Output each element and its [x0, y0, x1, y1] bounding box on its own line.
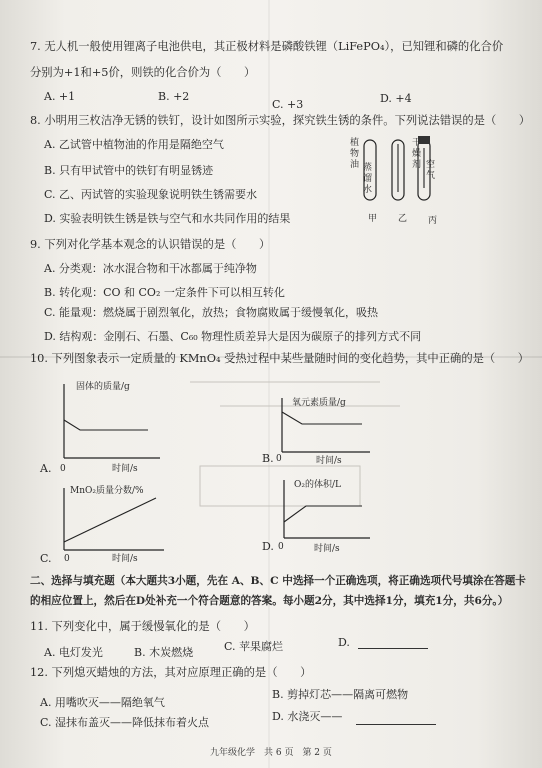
graph-b-origin: 0	[276, 454, 282, 464]
q9-option-a: A. 分类观：冰水混合物和干冰都属于纯净物	[44, 262, 257, 275]
q8-stem: 8. 小明用三枚洁净无锈的铁钉，设计如图所示实验，探究铁生锈的条件。下列说法错误的是（ ）	[30, 114, 531, 127]
q12-option-a: A. 用嘴吹灭——隔绝氧气	[40, 696, 165, 709]
q8-option-c: C. 乙、丙试管的实验现象说明铁生锈需要水	[44, 188, 258, 201]
graph-b-letter: B.	[262, 452, 274, 465]
graph-b-ylabel: 氧元素质量/g	[292, 398, 346, 408]
graph-a-ylabel: 固体的质量/g	[76, 382, 130, 392]
q9-option-c: C. 能量观：燃烧属于剧烈氧化，放热；食物腐败属于缓慢氧化，吸热	[44, 306, 379, 319]
q12-option-c: C. 湿抹布盖灭——降低抹布着火点	[40, 716, 210, 729]
section2-heading-line1: 二、选择与填充题（本大题共3小题，先在 A、B、C 中选择一个正确选项，将正确选项代号填涂在答题卡	[30, 575, 526, 587]
graph-a-curve	[64, 420, 148, 430]
q7-option-c: C. +3	[272, 98, 304, 111]
q8-option-d: D. 实验表明铁生锈是铁与空气和水共同作用的结果	[44, 212, 291, 225]
q9-stem: 9. 下列对化学基本观念的认识错误的是（ ）	[30, 238, 271, 251]
q11-answer-blank[interactable]	[358, 638, 428, 649]
graph-c-letter: C.	[40, 552, 52, 565]
graph-c-curve	[64, 498, 156, 542]
q8-option-a: A. 乙试管中植物油的作用是隔绝空气	[44, 138, 224, 151]
graph-d-curve	[284, 506, 362, 522]
graph-a-xlabel: 时间/s	[112, 464, 138, 474]
q12-answer-blank[interactable]	[356, 714, 436, 725]
graph-d-xlabel: 时间/s	[314, 544, 340, 554]
q9-option-d: D. 结构观：金刚石、石墨、C₆₀ 物理性质差异大是因为碳原子的排列方式不同	[44, 330, 422, 343]
q7-option-b: B. +2	[158, 90, 190, 103]
label-distilled-water: 蒸馏水	[363, 163, 373, 195]
label-oil: 植物油	[350, 138, 360, 170]
q11-option-a: A. 电灯发光	[44, 646, 103, 659]
q11-option-b: B. 木炭燃烧	[134, 646, 194, 659]
section2-heading-line2: 的相应位置上，然后在D处补充一个符合题意的答案。每小题2分，其中选择1分，填充1分，共6分。）	[30, 595, 509, 607]
page-footer: 九年级化学 共 6 页 第 2 页	[210, 748, 332, 758]
q11-option-d: D.	[338, 636, 350, 649]
q9-option-b: B. 转化观：CO 和 CO₂ 一定条件下可以相互转化	[44, 286, 285, 299]
graph-b-curve	[282, 412, 362, 424]
label-air: 空气	[426, 160, 436, 181]
label-tube-a: 甲	[368, 214, 378, 224]
label-desiccant: 干燥剂	[412, 138, 422, 170]
q7-option-d: D. +4	[380, 92, 412, 105]
q12-stem: 12. 下列熄灭蜡烛的方法，其对应原理正确的是（ ）	[30, 666, 312, 679]
q11-stem: 11. 下列变化中，属于缓慢氧化的是（ ）	[30, 620, 255, 633]
label-tube-c: 丙	[428, 216, 438, 226]
graph-d-letter: D.	[262, 540, 274, 553]
q12-option-d: D. 水浇灭——	[272, 710, 343, 723]
q11-option-c: C. 苹果腐烂	[224, 640, 284, 653]
q8-option-b: B. 只有甲试管中的铁钉有明显锈迹	[44, 164, 214, 177]
graph-c-xlabel: 时间/s	[112, 554, 138, 564]
q7-stem-line1: 7. 无人机一般使用锂离子电池供电，其正极材料是磷酸铁锂（LiFePO₄），已知锂和磷的化合价	[30, 40, 504, 53]
graph-c-ylabel: MnO₂质量分数/%	[70, 486, 144, 496]
q10-stem: 10. 下列图象表示一定质量的 KMnO₄ 受热过程中某些量随时间的变化趋势，其中正确的是（ ）	[30, 352, 530, 365]
q7-stem-line2: 分别为+1和+5价，则铁的化合价为（ ）	[30, 66, 256, 79]
graph-b-xlabel: 时间/s	[316, 456, 342, 466]
q12-option-b: B. 剪掉灯芯——隔离可燃物	[272, 688, 409, 701]
graph-d-ylabel: O₂的体积/L	[294, 480, 341, 490]
graph-d-origin: 0	[278, 542, 284, 552]
graph-a-origin: 0	[60, 464, 66, 474]
label-tube-b: 乙	[398, 214, 408, 224]
graph-a-letter: A.	[40, 462, 52, 475]
graph-c-origin: 0	[64, 554, 70, 564]
q7-option-a: A. +1	[44, 90, 76, 103]
